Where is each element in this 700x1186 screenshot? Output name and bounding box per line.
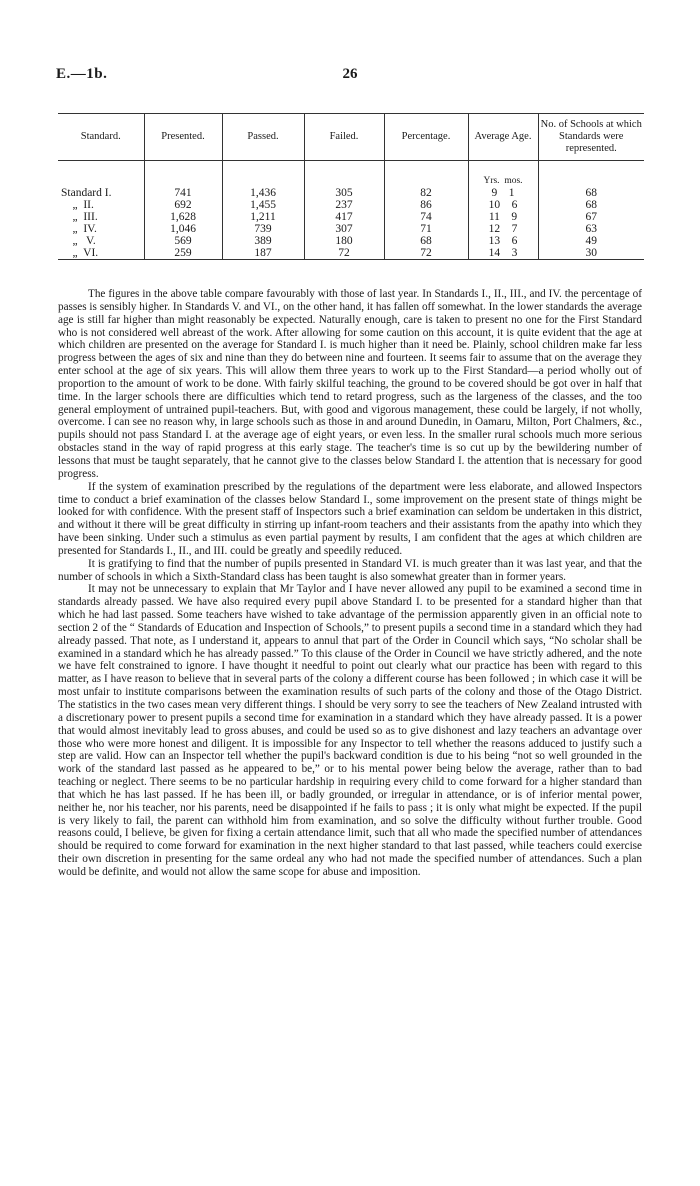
column-header-percentage: Percentage. bbox=[384, 114, 468, 161]
passed-cell: 187 bbox=[222, 247, 304, 260]
age-units-row bbox=[58, 175, 644, 187]
presented-cell: 1,046 bbox=[144, 223, 222, 235]
schools-cell: 49 bbox=[538, 235, 644, 247]
presented-cell: 692 bbox=[144, 199, 222, 211]
table-row bbox=[58, 247, 644, 260]
failed-cell: 237 bbox=[304, 199, 384, 211]
column-header-standard: Standard. bbox=[58, 114, 144, 161]
schools-cell: 30 bbox=[538, 247, 644, 260]
column-header-schools: No. of Schools at which Standards were represented. bbox=[538, 114, 644, 161]
failed-cell: 305 bbox=[304, 187, 384, 199]
percentage-cell: 68 bbox=[384, 235, 468, 247]
column-header-failed: Failed. bbox=[304, 114, 384, 161]
presented-cell: 259 bbox=[144, 247, 222, 260]
table-row bbox=[58, 187, 644, 199]
average-age-cell: 12 7 bbox=[468, 223, 538, 235]
standard-cell: „ II. bbox=[61, 199, 94, 211]
standard-cell: Standard I. bbox=[61, 187, 112, 199]
paragraph: The figures in the above table compare favourably with those of last year. In Standards I., II., III., and IV. the percentage of passes is sensibly higher. In Standards V. and VI., on the other hand, it has fallen off somewhat. In the lower standards the average age is still far higher than might reasonably be expected. Naturally enough, care is taken to present no one for the First Standard who is not considered well abreast of the work. After allowing for some caution on this account, it is quite evident that the age at which children are presented on the average for Standard I. is much higher than it need be. Plainly, school children make far less progress between the ages of six and nine than they do between nine and fourteen. It seems fair to assume that on the average they enter school at the age of six years. This will allow them three years to work up to the First Standard—a period wholly out of proportion to the amount of work to be done. With fairly skilful teaching, the ground to be covered should be got over in half that time. In the larger schools there are difficulties which tend to retard progress, such as the largeness of the classes, and the too general employment of untrained pupil-teachers. But, with good and vigorous management, these could be largely, if not wholly, overcome. I can see no reason why, in large schools such as those in and around Dunedin, in Oamaru, Milton, Port Chalmers, &c., pupils should not pass Standard I. at the average age of eight years, or even less. In the smaller rural schools much more serious obstacles stand in the way of rapid progress at this early stage. The teacher's time is so cut up by the bewildering number of lessons that must be taught separately, that he cannot give to the classes below Standard I. the attention that is necessary for good progress. bbox=[58, 288, 642, 480]
table-spacer-row bbox=[58, 161, 644, 176]
standard-cell: „ V. bbox=[61, 235, 96, 247]
failed-cell: 72 bbox=[304, 247, 384, 260]
passed-cell: 1,455 bbox=[222, 199, 304, 211]
passed-cell: 739 bbox=[222, 223, 304, 235]
standard-cell: „ VI. bbox=[58, 247, 144, 260]
presented-cell: 741 bbox=[144, 187, 222, 199]
table-row bbox=[58, 235, 644, 247]
age-units bbox=[468, 175, 538, 187]
average-age-cell: 11 9 bbox=[468, 211, 538, 223]
schools-cell: 63 bbox=[538, 223, 644, 235]
passed-cell: 1,211 bbox=[222, 211, 304, 223]
percentage-cell: 72 bbox=[384, 247, 468, 260]
paragraph: It is gratifying to find that the number of pupils presented in Standard VI. is much greater than it was last year, and that the number of schools in which a Sixth-Standard class has been taught is also somewhat greater than in former years. bbox=[58, 557, 642, 583]
failed-cell: 307 bbox=[304, 223, 384, 235]
examination-results-table bbox=[58, 113, 644, 260]
column-header-presented: Presented. bbox=[144, 114, 222, 161]
percentage-cell: 71 bbox=[384, 223, 468, 235]
column-header-average-age: Average Age. bbox=[468, 114, 538, 161]
page-number: 26 bbox=[342, 66, 358, 82]
report-body bbox=[58, 288, 642, 879]
average-age-cell: 10 6 bbox=[468, 199, 538, 211]
table-row bbox=[58, 211, 644, 223]
average-age-cell: 9 1 bbox=[468, 187, 538, 199]
table-row bbox=[58, 223, 644, 235]
schools-cell: 68 bbox=[538, 187, 644, 199]
passed-cell: 1,436 bbox=[222, 187, 304, 199]
page-header bbox=[56, 66, 644, 90]
document-reference: E.—1b. bbox=[56, 66, 108, 82]
years-unit: Yrs. bbox=[483, 176, 500, 186]
average-age-cell: 14 3 bbox=[468, 247, 538, 260]
table-header-row bbox=[58, 114, 644, 161]
presented-cell: 569 bbox=[144, 235, 222, 247]
table-row bbox=[58, 199, 644, 211]
column-header-passed: Passed. bbox=[222, 114, 304, 161]
standard-cell: „ III. bbox=[61, 211, 98, 223]
paragraph: It may not be unnecessary to explain that Mr Taylor and I have never allowed any pupil to be examined a second time in standards already passed. We have also required every pupil above Standard I. to be presented for a standard higher than that which he had last passed. Some teachers have wished to take advantage of the permission apparently given in an official note to section 2 of the “ Standards of Education and Inspection of Schools,” to present pupils a second time in a standard which they had already passed. That note, as I understand it, appears to annul that part of the Order in Council which says, “No scholar shall be examined in a standard which he has already passed.” To this clause of the Order in Council we have strictly adhered, and the note we have felt constrained to ignore. I have thought it needful to point out clearly what our practice has been with regard to this matter, as I have reason to believe that in several parts of the colony a different course has been followed ; in which case it will be most unfair to institute comparisons between the examination results of such parts of the colony and those of the Otago District. The statistics in the two cases mean very different things. I should be very sorry to see the teachers of New Zealand intrusted with a discretionary power to present pupils a second time for examination in a standard which they have already passed. It is a power that would almost inevitably lead to gross abuses, and could be used so as to give dishonest and lazy teachers an advantage over those who were more honest and diligent. It is impossible for any Inspector to tell whether the reasons adduced to justify such a step are valid. How can an Inspector tell whether the pupil's backward condition is due to his being “not so well grounded in the work of the standard last passed as he appeared to be,” or to his mental power being below the average, rather than to bad teaching or neglect. There seems to be no particular hardship in requiring every child to come forward for a higher standard than that which he has last passed. If he has been ill, or badly grounded, or irregular in attendance, or is of inferior mental power, neither he, nor his teacher, nor his parents, need be disappointed if he fails to pass ; it is only what might be expected. If the pupil is very likely to fail, the parent can withhold him from examination, and so solve the difficulty without further trouble. Good reasons could, I believe, be given for fixing a certain attendance limit, such that all who made the specified number of attendances should be required to come forward for examination in the next higher standard to that last passed, while teachers could exercise their own discretion in presenting for the same ordeal any who had not made the specified number of attendances. Such a plan would be definite, and would not allow the same scope for abuse and imposition. bbox=[58, 583, 642, 878]
average-age-cell: 13 6 bbox=[468, 235, 538, 247]
percentage-cell: 74 bbox=[384, 211, 468, 223]
failed-cell: 180 bbox=[304, 235, 384, 247]
schools-cell: 68 bbox=[538, 199, 644, 211]
failed-cell: 417 bbox=[304, 211, 384, 223]
months-unit: mos. bbox=[504, 176, 523, 186]
passed-cell: 389 bbox=[222, 235, 304, 247]
standard-cell: „ IV. bbox=[61, 223, 97, 235]
percentage-cell: 82 bbox=[384, 187, 468, 199]
paragraph: If the system of examination prescribed by the regulations of the department were less elaborate, and allowed Inspectors time to conduct a brief examination of the classes below Standard I., some improvement on the present state of things might be looked for with confidence. With the present staff of Inspectors such a brief examination can seldom be undertaken in this district, and without it there will be great difficulty in stirring up infant-room teachers and their assistants from the apathy into which they have been sinking. Under such a stimulus as even partial payment by results, I am confident that the ages at which children are presented for Standards I., II., and III. could be greatly and speedily reduced. bbox=[58, 480, 642, 557]
schools-cell: 67 bbox=[538, 211, 644, 223]
presented-cell: 1,628 bbox=[144, 211, 222, 223]
percentage-cell: 86 bbox=[384, 199, 468, 211]
